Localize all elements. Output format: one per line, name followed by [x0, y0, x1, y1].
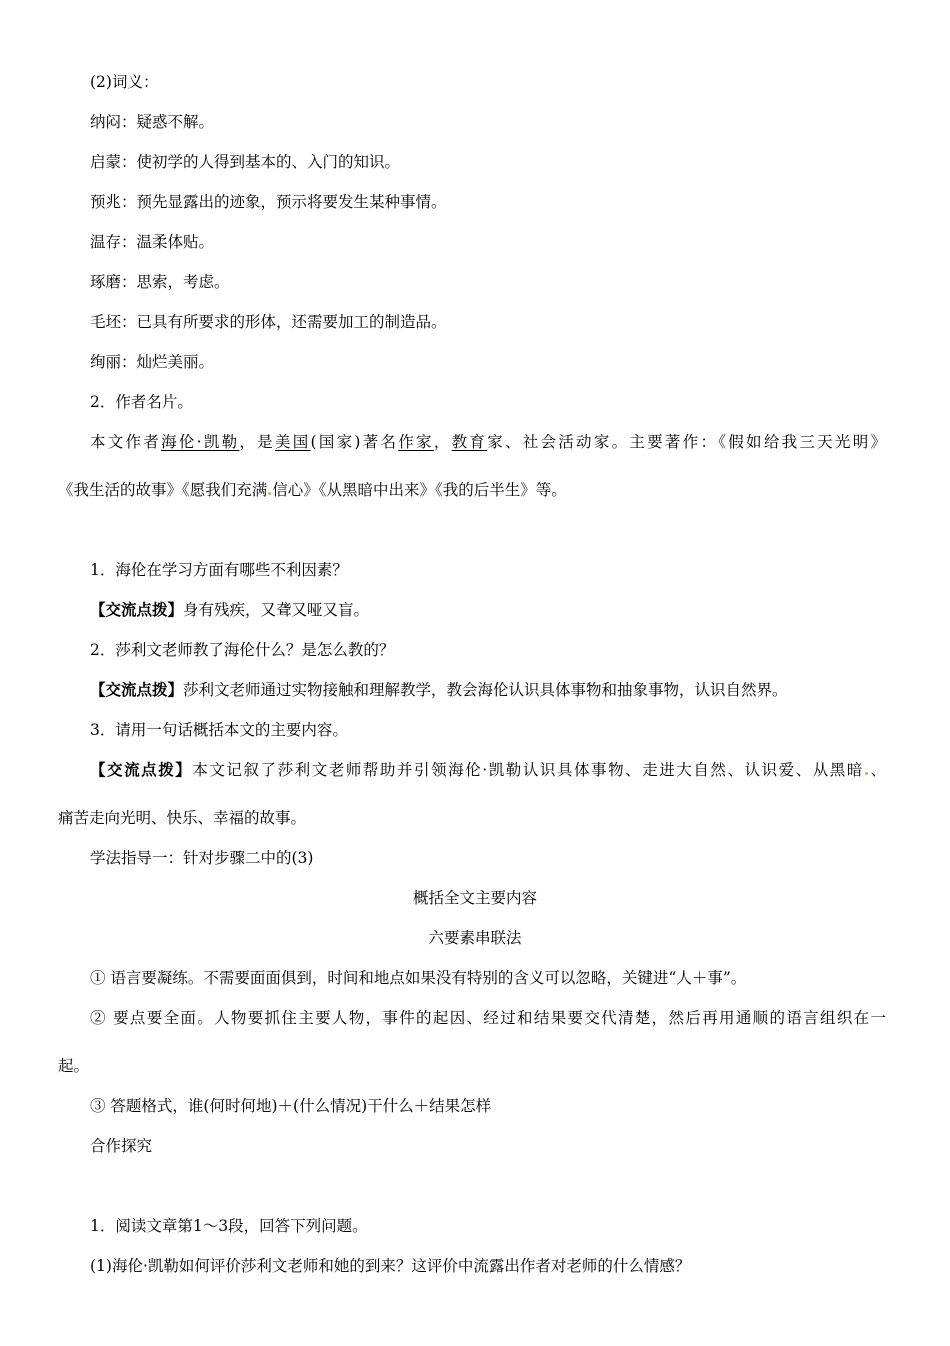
- vocab-def: 疑惑不解。: [136, 113, 215, 131]
- vocab-sep: ：: [121, 233, 137, 251]
- author-text: 《我生活的故事》《愿我们充满: [58, 481, 268, 499]
- author-job2-blank: 教育: [451, 433, 488, 451]
- question-2: 2．莎利文老师教了海伦什么？是怎么教的？: [90, 641, 395, 659]
- vocab-term: 琢磨: [90, 273, 122, 291]
- vocab-item: [90, 352, 214, 372]
- vocab-sep: ：: [121, 153, 137, 171]
- author-job-blank: 作家: [398, 433, 434, 451]
- answer-tag: 【交流点拨】: [90, 600, 184, 619]
- vocab-heading: (2)词义：: [90, 73, 159, 91]
- author-text: 家、社会活动家。主要著作：《假如给我三天光明》: [487, 433, 886, 451]
- question-3: 3．请用一句话概括本文的主要内容。: [90, 721, 348, 739]
- vocab-def: 已具有所要求的形体，还需要加工的制造品。: [136, 313, 447, 331]
- method-subtitle: 六要素串联法: [428, 929, 522, 947]
- author-paragraph-line2: [58, 480, 567, 500]
- vocab-term: 绚丽: [90, 353, 122, 371]
- vocab-def: 预先显露出的迹象，预示将要发生某种事情。: [136, 193, 447, 211]
- answer-2: [90, 680, 788, 700]
- vocab-sep: ：: [121, 273, 137, 291]
- method-intro: 学法指导一：针对步骤二中的(3): [90, 849, 314, 867]
- vocab-def: 温柔体贴。: [136, 233, 215, 251]
- answer-tag: 【交流点拨】: [90, 680, 184, 699]
- vocab-term: 温存: [90, 233, 122, 251]
- answer-text: 本文记叙了莎利文老师帮助并引领海伦·凯勒认识具体事物、走进大自然、认识爱、从黑暗: [192, 761, 864, 779]
- answer-1: [90, 600, 369, 620]
- vocab-term: 预兆: [90, 193, 122, 211]
- author-name-blank: 海伦·凯勒: [161, 433, 240, 451]
- vocab-sep: ：: [121, 193, 137, 211]
- explore-subquestion-1: (1)海伦·凯勒如何评价莎利文老师和她的到来？这评价中流露出作者对老师的什么情感？: [90, 1257, 691, 1275]
- mark-dot: [268, 492, 271, 495]
- method-title: 概括全文主要内容: [412, 889, 537, 907]
- answer-text: 身有残疾，又聋又哑又盲。: [183, 601, 370, 619]
- vocab-item: [90, 272, 230, 292]
- author-text: ，是: [239, 433, 275, 451]
- vocab-item: [90, 152, 400, 172]
- answer-text-end: 、: [868, 761, 886, 779]
- explore-heading: 合作探究: [90, 1137, 153, 1155]
- vocab-sep: ：: [121, 113, 137, 131]
- vocab-item: [90, 232, 214, 252]
- method-point-1: ① 语言要凝练。不需要面面俱到，时间和地点如果没有特别的含义可以忽略，关键进“人＋事”。: [90, 969, 747, 987]
- vocab-item: [90, 112, 214, 132]
- author-text: 信心》《从黑暗中出来》《我的后半生》等。: [272, 481, 567, 499]
- vocab-sep: ：: [121, 353, 137, 371]
- method-point-2-cont: 起。: [58, 1057, 90, 1075]
- vocab-def: 思索，考虑。: [136, 273, 230, 291]
- question-1: 1．海伦在学习方面有哪些不利因素？: [90, 561, 348, 579]
- vocab-term: 启蒙: [90, 153, 122, 171]
- vocab-term: 毛坯: [90, 313, 122, 331]
- vocab-item: [90, 192, 447, 212]
- explore-question-1: 1．阅读文章第1～3段，回答下列问题。: [90, 1217, 368, 1235]
- vocab-sep: ：: [121, 313, 137, 331]
- vocab-item: [90, 312, 447, 332]
- answer-tag: 【交流点拨】: [90, 760, 193, 779]
- answer-text: 莎利文老师通过实物接触和理解教学，教会海伦认识具体事物和抽象事物，认识自然界。: [183, 681, 788, 699]
- author-heading: 2．作者名片。: [90, 393, 193, 411]
- mark-dot: [865, 772, 868, 775]
- author-country-blank: 美国: [274, 433, 311, 451]
- author-paragraph-line1: [90, 432, 886, 452]
- method-point-3: ③ 答题格式，谁(何时何地)＋(什么情况)干什么＋结果怎样: [90, 1097, 492, 1115]
- author-text: 本文作者: [90, 433, 162, 451]
- vocab-def: 灿烂美丽。: [136, 353, 215, 371]
- author-text: ，: [433, 433, 452, 451]
- answer-3-cont: 痛苦走向光明、快乐、幸福的故事。: [58, 809, 307, 827]
- method-point-2: ② 要点要全面。人物要抓住主要人物，事件的起因、经过和结果要交代清楚，然后再用通顺的语言组织在一: [90, 1009, 886, 1027]
- vocab-term: 纳闷: [90, 113, 122, 131]
- answer-3: [90, 760, 886, 780]
- author-text: (国家)著名: [310, 433, 399, 451]
- vocab-def: 使初学的人得到基本的、入门的知识。: [136, 153, 401, 171]
